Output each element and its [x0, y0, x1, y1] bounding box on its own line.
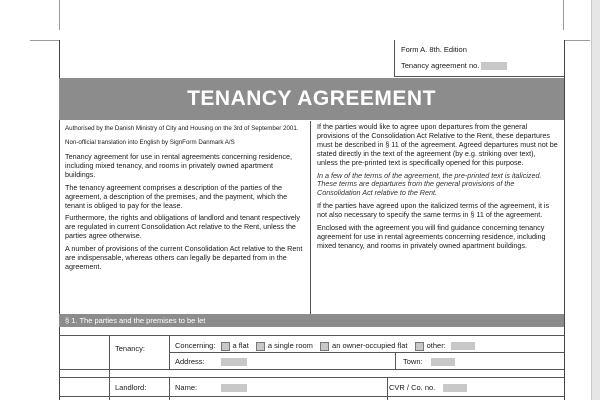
intro-paragraph-1: Tenancy agreement for use in rental agreements concerning residence, including mixed tenancy, and rooms in privately owned apartment buildings. [65, 152, 292, 179]
address-label: Address: [175, 357, 205, 366]
owner-flat-option-label: an owner-occupied flat [332, 341, 408, 350]
page-top-margin [0, 0, 600, 30]
other-checkbox[interactable] [415, 342, 424, 351]
landlord-name-label: Name: [175, 383, 198, 392]
column-divider [395, 352, 396, 369]
other-option-label: other: [426, 341, 446, 350]
agreement-number-field[interactable] [481, 62, 507, 70]
departures-paragraph: If the parties would like to agree upon departures from the general provisions of the Consolidation Act Relative to the Rent, these departures must be described in § 11 of the agreement. Agreed departures must not be stated directly in the text of the agreement (by e.g. striking over text), unless the pre-printed text is specifically opened for this purpose. [317, 122, 558, 167]
agreement-number-label: Tenancy agreement no. [401, 61, 480, 70]
intro-left-column [59, 121, 311, 314]
document-title: TENANCY AGREEMENT [59, 78, 564, 120]
vertical-scrollbar[interactable] [591, 0, 600, 400]
landlord-name-row [175, 383, 247, 392]
intro-paragraph-3: Furthermore, the rights and obligations of landlord and tenant respectively are regulated in current Consolidation Act relative to the Rent, unless the parties agree otherwise. [65, 213, 300, 241]
crop-mark-right [563, 0, 564, 30]
column-divider [169, 335, 170, 369]
row-divider [169, 352, 564, 353]
authorisation-text: Authorised by the Danish Ministry of City and Housing on the 3rd of September 2001. [65, 125, 299, 132]
column-divider [387, 377, 388, 400]
address-row [175, 357, 247, 366]
owner-flat-checkbox[interactable] [320, 342, 329, 351]
section-1-title: § 1. The parties and the premises to be let [65, 316, 206, 325]
cvr-label: CVR / Co. no. [389, 383, 436, 392]
intro-paragraph-2: The tenancy agreement comprises a description of the parties of the agreement, a description of the premises, and the payment, which the tenant is obliged to pay for the lease. [65, 182, 288, 210]
crop-mark-left-h [30, 40, 59, 41]
row-divider [59, 396, 564, 397]
town-label: Town: [403, 357, 423, 366]
form-info-box [394, 40, 564, 77]
single-room-checkbox[interactable] [256, 342, 265, 351]
section-1-heading [59, 314, 564, 327]
italic-agreement-paragraph: If the parties have agreed upon the italicized terms of the agreement, it is not also necessary to specify the same terms in § 11 of the agreement. [317, 201, 550, 220]
tenancy-label: Tenancy: [115, 344, 146, 353]
landlord-name-field[interactable] [221, 384, 247, 392]
column-divider [169, 377, 170, 400]
single-room-option-label: a single room [267, 341, 313, 350]
address-field[interactable] [221, 358, 247, 366]
row-divider [59, 369, 564, 370]
flat-checkbox[interactable] [221, 342, 230, 351]
crop-mark-right-h [564, 40, 590, 41]
parties-form-table [59, 327, 564, 400]
crop-mark-left [59, 0, 60, 30]
column-divider [109, 335, 110, 400]
italic-terms-paragraph: In a few of the terms of the agreement, the pre-printed text is italicized. These terms are departures from the general provisions of the Consolidation Act relative to the Rent. [317, 170, 542, 198]
concerning-row [175, 341, 475, 351]
form-edition: Form A. 8th. Edition [401, 45, 467, 54]
landlord-label: Landlord: [115, 383, 147, 392]
translation-note: Non-official translation into English by SignForm Danmark A/S [65, 139, 235, 146]
other-text-field[interactable] [451, 342, 475, 350]
cvr-row [389, 383, 467, 392]
intro-paragraph-4: A number of provisions of the current Consolidation Act relative to the Rent are indispensable, whereas others can legally be departed from in the agreement. [65, 244, 303, 271]
flat-option-label: a flat [232, 341, 249, 350]
guidance-paragraph: Enclosed with the agreement you will find guidance concerning tenancy agreement for use in rental agreements concerning residence, including mixed tenancy, and rooms in privately owned apartment buildings. [317, 223, 546, 250]
row-divider [59, 335, 564, 336]
intro-right-column [311, 121, 564, 314]
cvr-field[interactable] [443, 384, 467, 392]
town-row [403, 357, 455, 366]
concerning-label: Concerning: [175, 341, 216, 350]
town-field[interactable] [431, 358, 455, 366]
agreement-number-row [401, 61, 507, 70]
row-divider [59, 377, 564, 378]
